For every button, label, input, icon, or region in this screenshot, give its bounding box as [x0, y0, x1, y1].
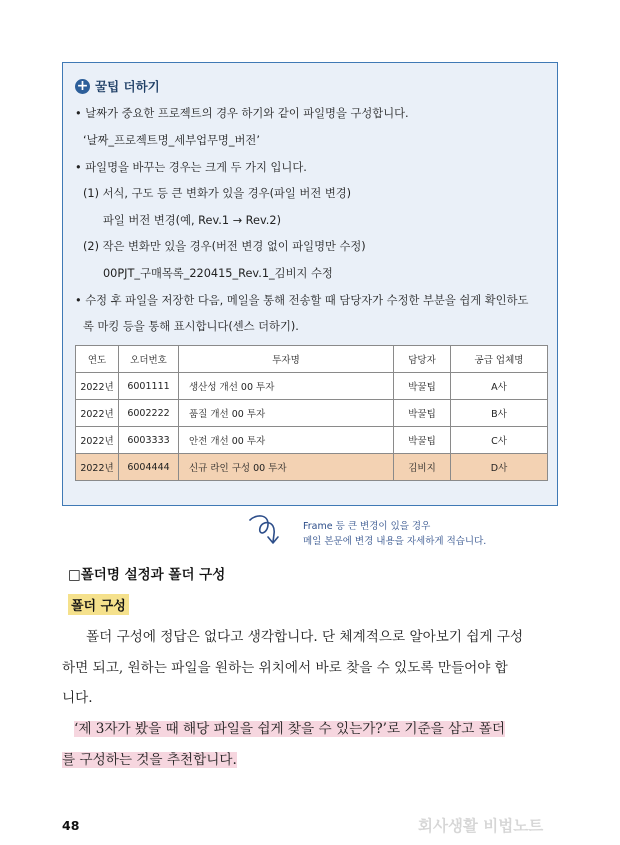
col-header-supplier: 공급 업체명 [451, 346, 548, 373]
tip-line: • 파일명을 바꾸는 경우는 크게 두 가지 입니다. [75, 161, 307, 174]
tip-line: • 수정 후 파일을 저장한 다음, 메일을 통해 전송할 때 담당자가 수정한 부분을 쉽게 확인하도 [75, 294, 529, 307]
cell-investment: 신규 라인 구성 00 투자 [179, 454, 394, 481]
cell-investment: 안전 개선 00 투자 [179, 427, 394, 454]
body-text-line: 폴더 구성에 정답은 없다고 생각합니다. 단 체계적으로 알아보기 쉽게 구성 [86, 629, 524, 645]
body-text-line-highlight [74, 717, 505, 737]
tip-line: 파일 버전 변경(예, Rev.1 → Rev.2) [103, 214, 281, 227]
table-row-highlighted [76, 454, 548, 481]
table-row [76, 373, 548, 400]
body-text-line: 니다. [62, 690, 93, 706]
col-header-order: 오더번호 [119, 346, 179, 373]
annotation-line: Frame 등 큰 변경이 있을 경우 [303, 521, 431, 532]
tip-line: 록 마킹 등을 통해 표시합니다(센스 더하기). [83, 320, 299, 333]
book-title: 회사생활 비법노트 [418, 817, 544, 835]
cell-manager: 김비지 [394, 454, 451, 481]
body-text-line: 하면 되고, 원하는 파일을 원하는 위치에서 바로 찾을 수 있도록 만들어야 합 [62, 660, 508, 676]
cell-order: 6001111 [119, 373, 179, 400]
curved-arrow-icon [246, 512, 298, 546]
cell-year: 2022년 [76, 400, 119, 427]
tip-line: ‘날짜_프로젝트명_세부업무명_버전’ [83, 134, 260, 147]
cell-manager: 박꿀팁 [394, 427, 451, 454]
cell-order: 6003333 [119, 427, 179, 454]
cell-supplier: D사 [451, 454, 548, 481]
col-header-manager: 담당자 [394, 346, 451, 373]
cell-investment: 생산성 개선 00 투자 [179, 373, 394, 400]
cell-supplier: A사 [451, 373, 548, 400]
annotation-line: 메일 본문에 변경 내용을 자세하게 적습니다. [303, 536, 487, 547]
cell-supplier: C사 [451, 427, 548, 454]
section-subheading: 폴더 구성 [68, 594, 129, 615]
cell-investment: 품질 개선 00 투자 [179, 400, 394, 427]
annotation-note [303, 519, 486, 549]
tip-line: 00PJT_구매목록_220415_Rev.1_김비지 수정 [103, 267, 333, 280]
tip-line: (1) 서식, 구도 등 큰 변화가 있을 경우(파일 버전 변경) [83, 187, 352, 200]
col-header-year: 연도 [76, 346, 119, 373]
cell-manager: 박꿀팁 [394, 373, 451, 400]
plus-circle-icon: + [76, 77, 89, 94]
table-header-row [76, 346, 548, 373]
cell-year: 2022년 [76, 373, 119, 400]
cell-year: 2022년 [76, 427, 119, 454]
tip-box [62, 62, 558, 506]
highlighted-text: ‘제 3자가 봤을 때 해당 파일을 쉽게 찾을 수 있는가?’로 기준을 삼고 폴더 [74, 721, 505, 737]
tip-title: 꿀팁 더하기 [95, 79, 160, 94]
tip-line: (2) 작은 변화만 있을 경우(버전 변경 없이 파일명만 수정) [83, 240, 366, 253]
cell-manager: 박꿀팁 [394, 400, 451, 427]
body-text-line-highlight [62, 748, 237, 768]
tip-header [75, 77, 160, 95]
col-header-investment: 투자명 [179, 346, 394, 373]
cell-order: 6004444 [119, 454, 179, 481]
page-number: 48 [62, 818, 80, 833]
cell-order: 6002222 [119, 400, 179, 427]
tip-line: • 날짜가 중요한 프로젝트의 경우 하기와 같이 파일명을 구성합니다. [75, 107, 409, 120]
cell-year: 2022년 [76, 454, 119, 481]
highlighted-text: 를 구성하는 것을 추천합니다. [62, 752, 237, 768]
section-heading: □폴더명 설정과 폴더 구성 [68, 567, 226, 583]
table-row [76, 427, 548, 454]
cell-supplier: B사 [451, 400, 548, 427]
table-row [76, 400, 548, 427]
investment-table [75, 345, 548, 481]
